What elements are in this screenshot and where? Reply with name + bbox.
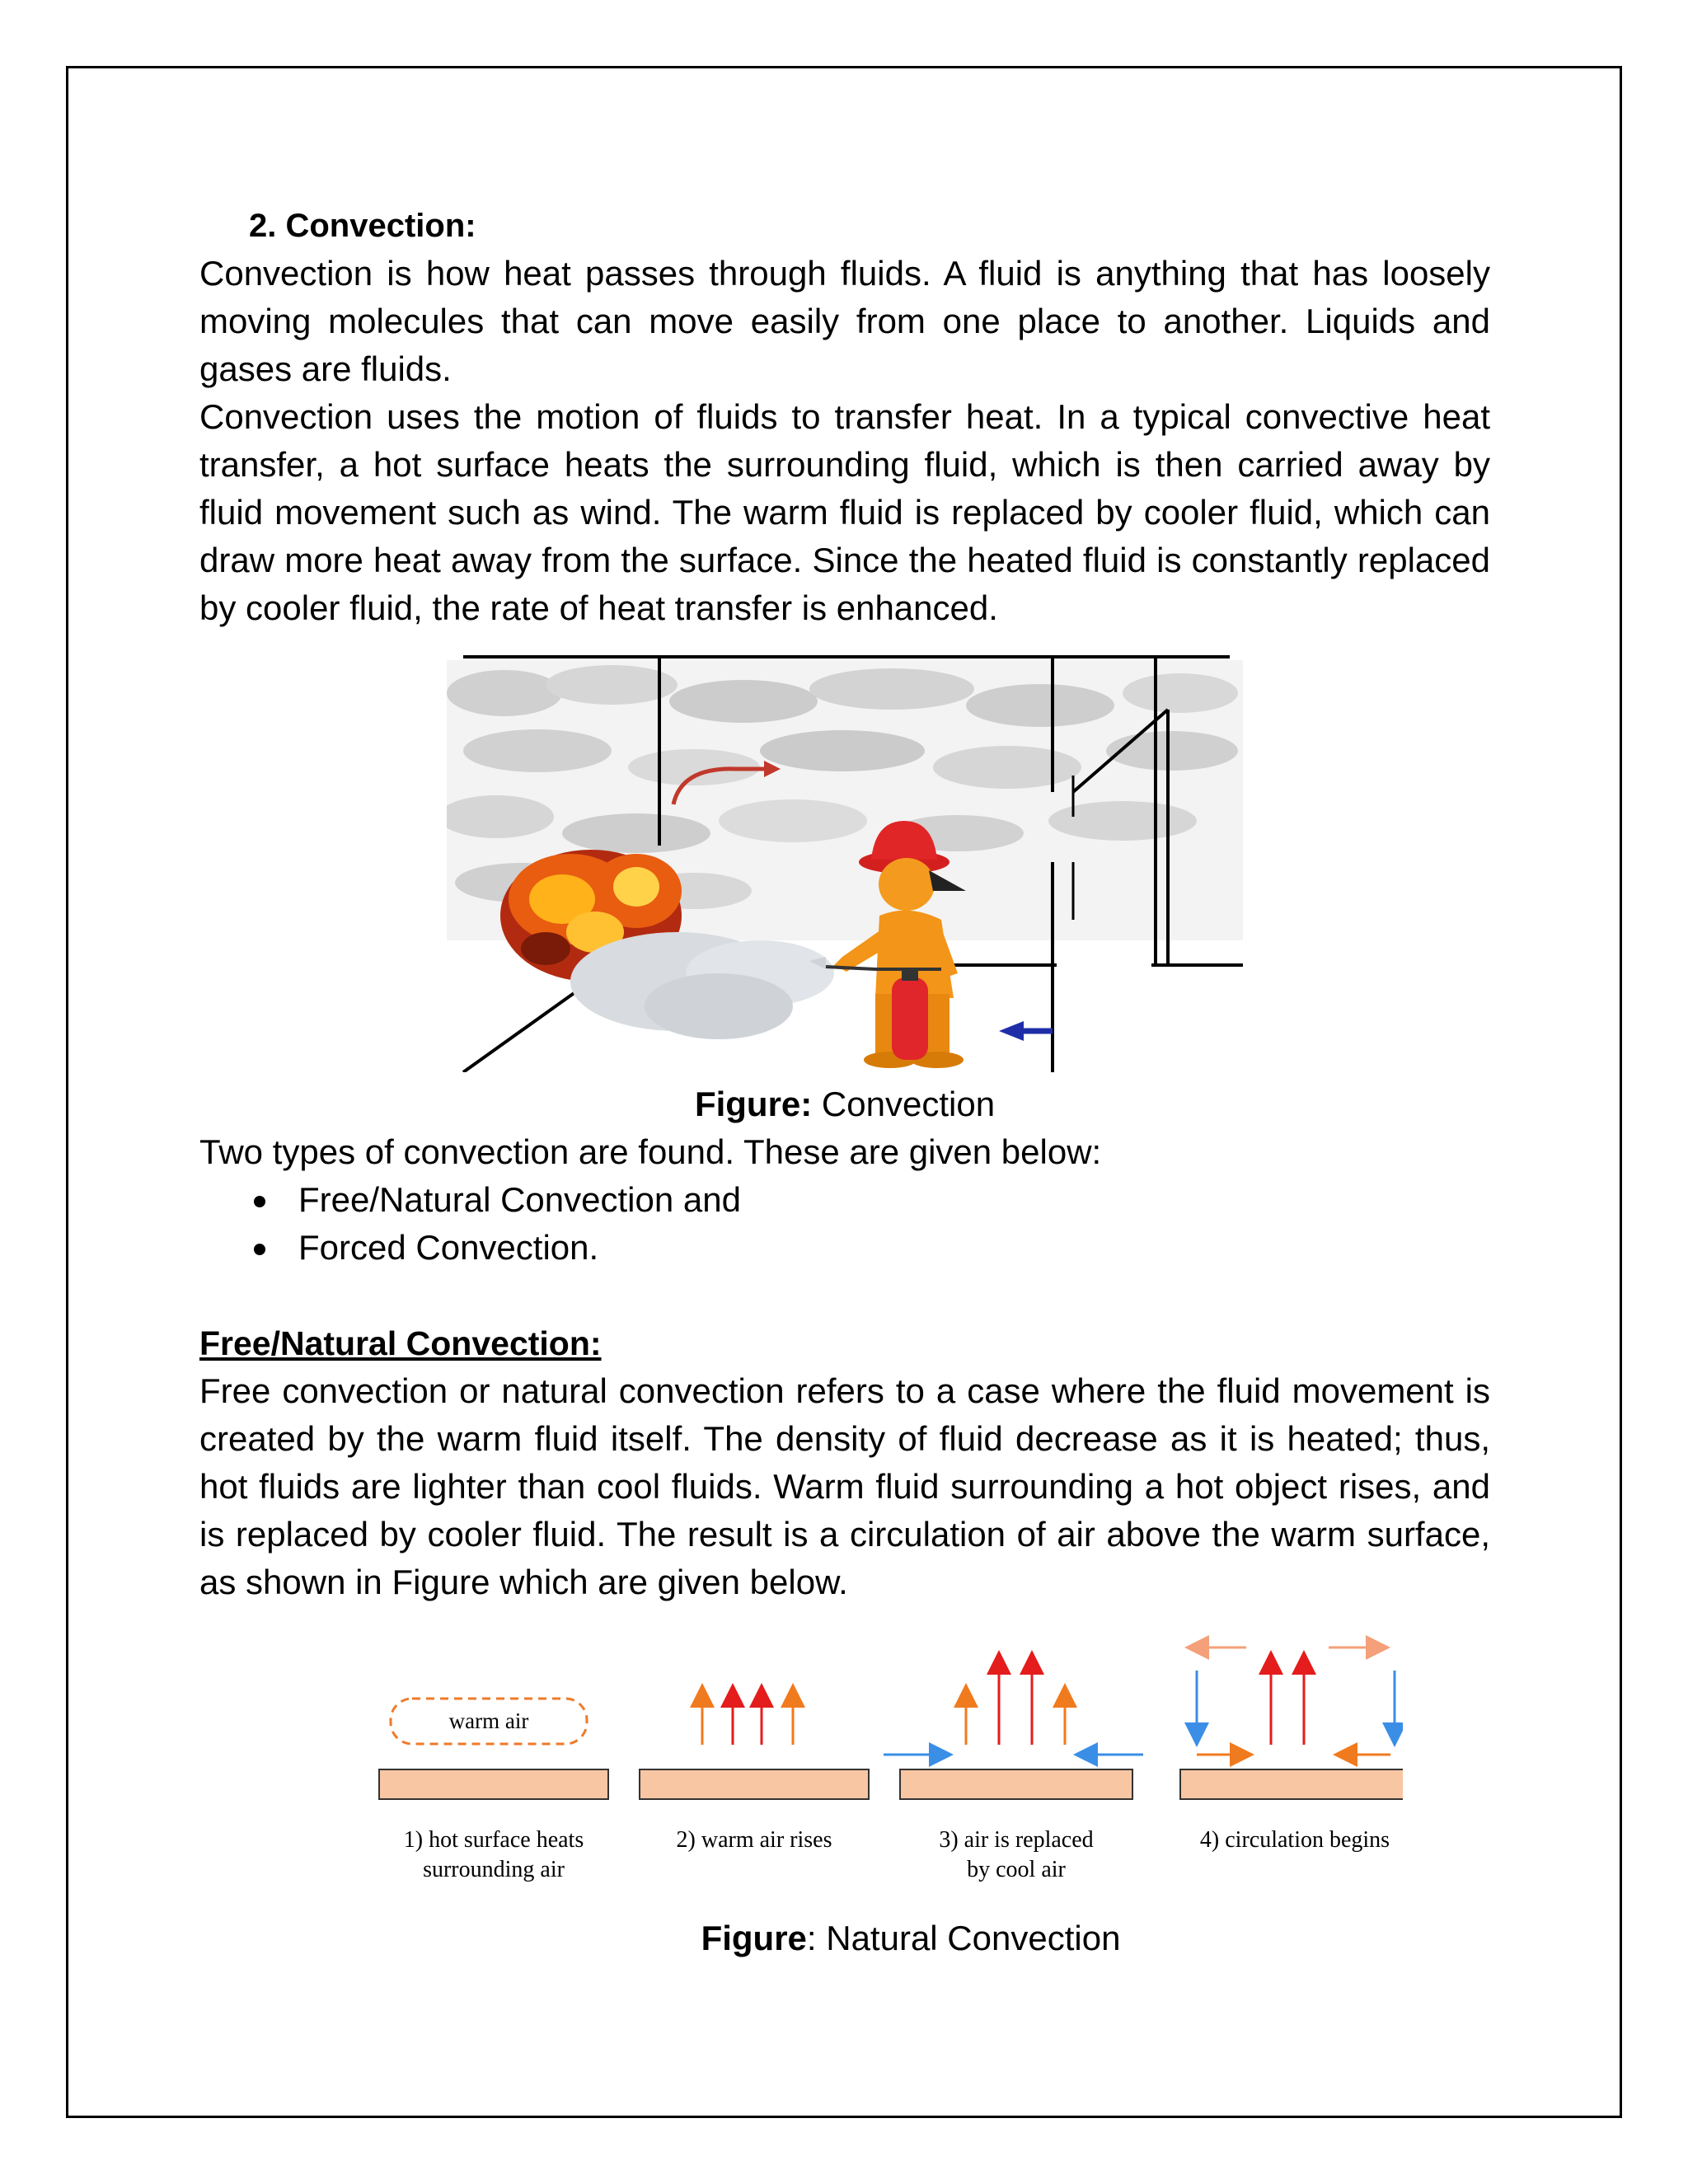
extinguisher-spray bbox=[570, 932, 834, 1039]
types-intro: Two types of convection are found. These are given below: bbox=[199, 1132, 1102, 1171]
free-convection-paragraph: Free convection or natural convection refers to a case where the fluid movement is created by the warm fluid itself. The density of fluid decrease as it is heated; thus, hot fluids are lighter than cool fluids. Warm fluid surrounding a hot object rises, and is replaced by cooler fluid. The result is a circulation of air above the warm surface, as shown in Figure which are given below. bbox=[199, 1371, 1490, 1601]
cool-air-arrow bbox=[999, 1021, 1024, 1041]
figure-caption-convection bbox=[199, 1080, 1490, 1128]
caption-text: Convection bbox=[812, 1085, 996, 1123]
document-body bbox=[199, 202, 1490, 1962]
step-3-label-line1: 3) air is replaced bbox=[939, 1827, 1094, 1853]
step-3-panel bbox=[884, 1662, 1143, 1882]
caption-label: Figure bbox=[701, 1919, 807, 1957]
section-heading: 2. Convection: bbox=[249, 208, 476, 244]
warm-air-label: warm air bbox=[448, 1708, 529, 1733]
caption-label: Figure: bbox=[694, 1085, 813, 1123]
step-1-panel bbox=[379, 1699, 608, 1882]
step-4-label: 4) circulation begins bbox=[1199, 1827, 1390, 1853]
step-3-label-line2: by cool air bbox=[967, 1857, 1066, 1882]
intro-paragraph-1: Convection is how heat passes through fluids. A fluid is anything that has loosely moving molecules that can move easily from one place to another. Liquids and gases are fluids. bbox=[199, 254, 1490, 388]
free-convection-heading: Free/Natural Convection: bbox=[199, 1324, 602, 1362]
step-2-label: 2) warm air rises bbox=[676, 1827, 832, 1853]
natural-convection-diagram bbox=[373, 1629, 1403, 1910]
list-item: Free/Natural Convection and bbox=[249, 1176, 1490, 1224]
step-1-label-line1: 1) hot surface heats bbox=[403, 1827, 584, 1853]
step-2-panel bbox=[640, 1695, 869, 1853]
caption-text: : Natural Convection bbox=[806, 1919, 1121, 1957]
list-item: Forced Convection. bbox=[249, 1224, 1490, 1272]
figure-caption-natural-convection bbox=[331, 1915, 1490, 1962]
step-4-panel bbox=[1180, 1647, 1403, 1853]
step-1-label-line2: surrounding air bbox=[423, 1857, 565, 1882]
intro-paragraph-2: Convection uses the motion of fluids to transfer heat. In a typical convective heat transfer, a hot surface heats the surrounding fluid, which is then carried away by fluid movement such as wind. The warm fluid is replaced by cooler fluid, which can draw more heat away from the surface. Since the heated fluid is constantly replaced by cooler fluid, the rate of heat transfer is enhanced. bbox=[199, 397, 1490, 627]
convection-illustration bbox=[447, 644, 1243, 1072]
convection-types-list bbox=[199, 1176, 1490, 1272]
